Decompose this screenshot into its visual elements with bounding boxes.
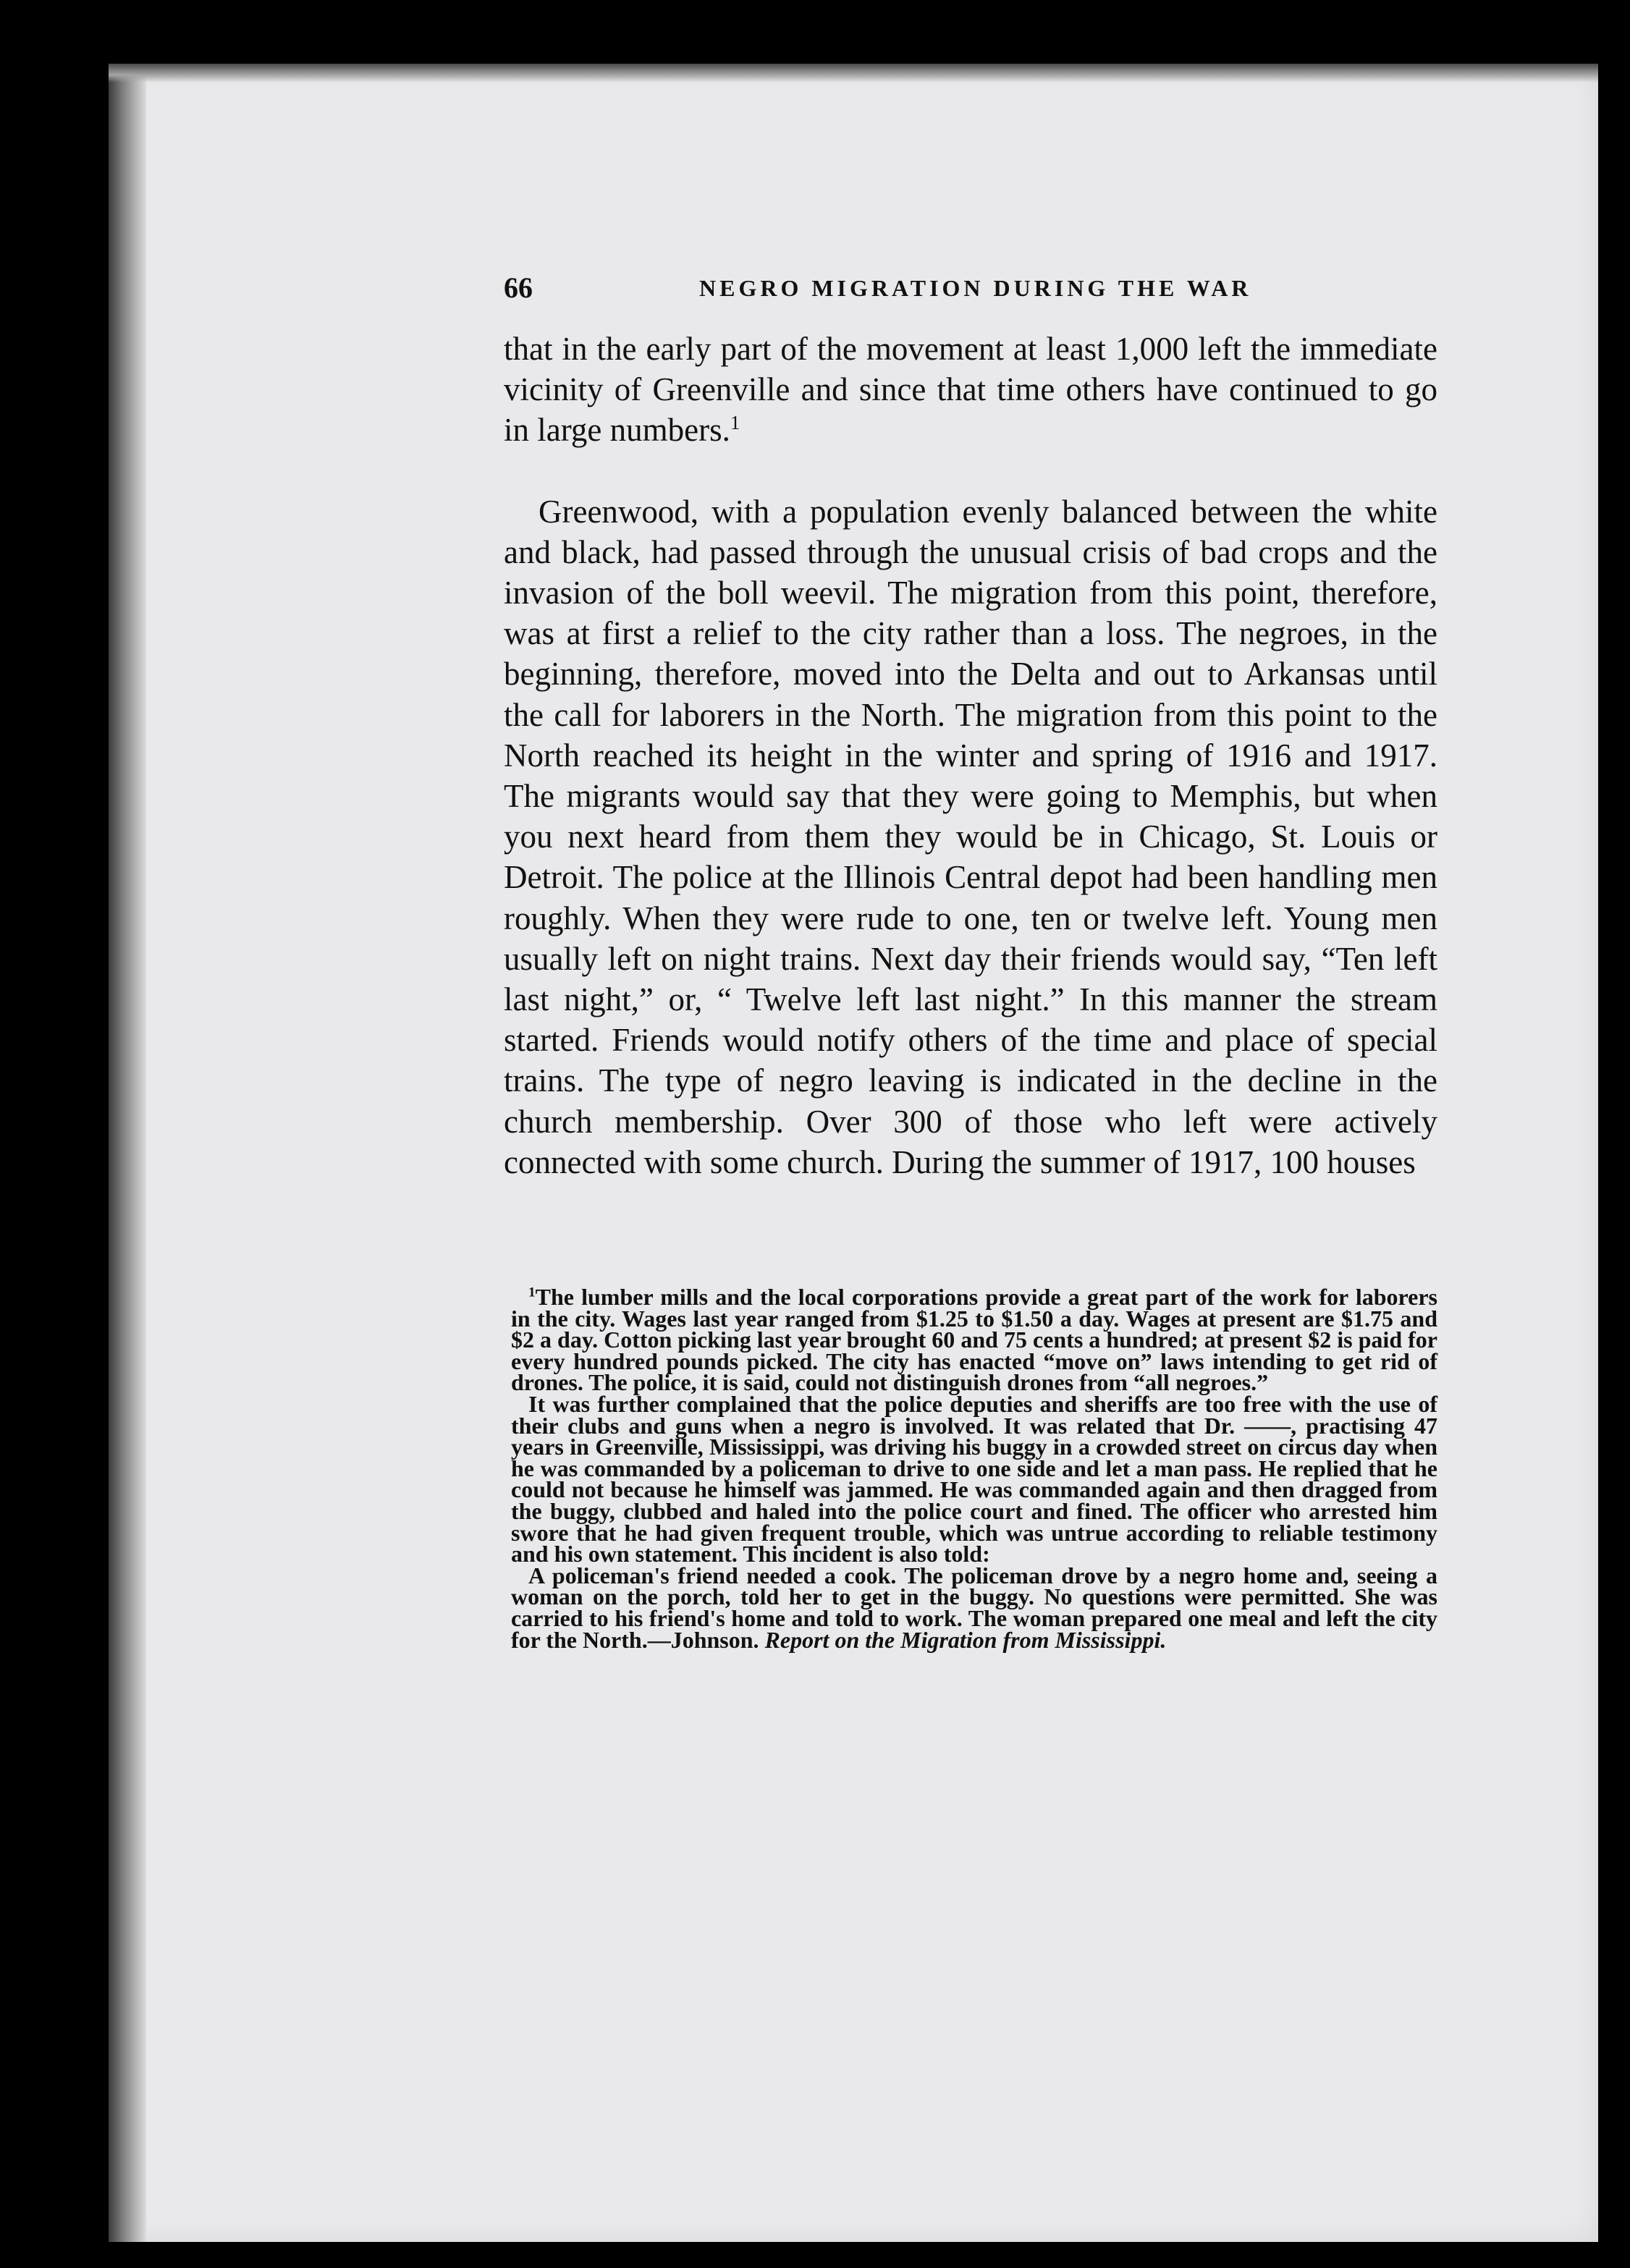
footnote-2: It was further complained that the police deputies and sheriffs are too free with the use of their clubs and guns when a negro is involved. It was related that Dr. ——, practising 47 years in Greenville, Mississippi, was driving his buggy in a crowded street on circus day when he was commanded by a policeman to drive to one side and let a man pass. He replied that he could not because he himself was jammed. He was commanded again and then dragged from the buggy, clubbed and haled into the police court and fined. The officer who arrested him swore that he had given frequent trouble, which was untrue according to reliable testimony and his own statement. This incident is also told:: [511, 1390, 1437, 1567]
body-text: [504, 329, 1437, 1182]
page-binding-edge: [109, 64, 146, 2242]
page-top-edge: [109, 64, 1598, 82]
footnote-reference-1: 1: [730, 412, 740, 434]
page-header: [504, 271, 1437, 307]
paragraph-1: [504, 329, 1437, 451]
footnote-3: [511, 1562, 1437, 1653]
paragraph-1-text: that in the early part of the movement at least 1,000 left the immediate vicinity of Greenville and since that time others have continued to go in large numbers.: [504, 331, 1437, 449]
running-title: NEGRO MIGRATION DURING THE WAR: [699, 275, 1252, 301]
footnote-1-marker: 1: [528, 1285, 536, 1300]
page-number: 66: [504, 271, 533, 304]
paragraph-2: Greenwood, with a population evenly balanced between the white and black, had passed through the unusual crisis of bad crops and the invasion of the boll weevil. The migration from this point, therefore, was at first a relief to the city rather than a loss. The negroes, in the beginning, therefore, moved into the Delta and out to Arkansas until the call for laborers in the North. The migration from this point to the North reached its height in the winter and spring of 1916 and 1917. The migrants would say that they were going to Memphis, but when you next heard from them they would be in Chicago, St. Louis or Detroit. The police at the Illinois Central depot had been handling men roughly. When they were rude to one, ten or twelve left. Young men usually left on night trains. Next day their friends would say, “Ten left last night,” or, “ Twelve left last night.” In this manner the stream started. Friends would notify others of the time and place of special trains. The type of negro leaving is indicated in the decline in the church membership. Over 300 of those who left were actively connected with some church. During the summer of 1917, 100 houses: [504, 493, 1437, 1180]
footnotes: [511, 1284, 1437, 1653]
footnote-1: [511, 1284, 1437, 1396]
footnote-1-text: The lumber mills and the local corporations provide a great part of the work for laborers in the city. Wages last year ranged from $1.25 to $1.50 a day. Wages at present are $1.75 and $2 a day. Cotton picking last year brought 60 and 75 cents a hundred; at present $2 is paid for every hundred pounds picked. The city has enacted “move on” laws intending to get rid of drones. The police, it is said, could not distinguish drones from “all negroes.”: [511, 1284, 1437, 1396]
footnote-3-text: A policeman's friend needed a cook. The policeman drove by a negro home and, seeing a woman on the porch, told her to get in the buggy. No questions were permitted. She was carried to his friend's home and told to work. The woman prepared one meal and left the city for the North.—Johnson.: [511, 1562, 1437, 1653]
footnote-3-citation: Report on the Migration from Mississippi.: [764, 1626, 1167, 1653]
